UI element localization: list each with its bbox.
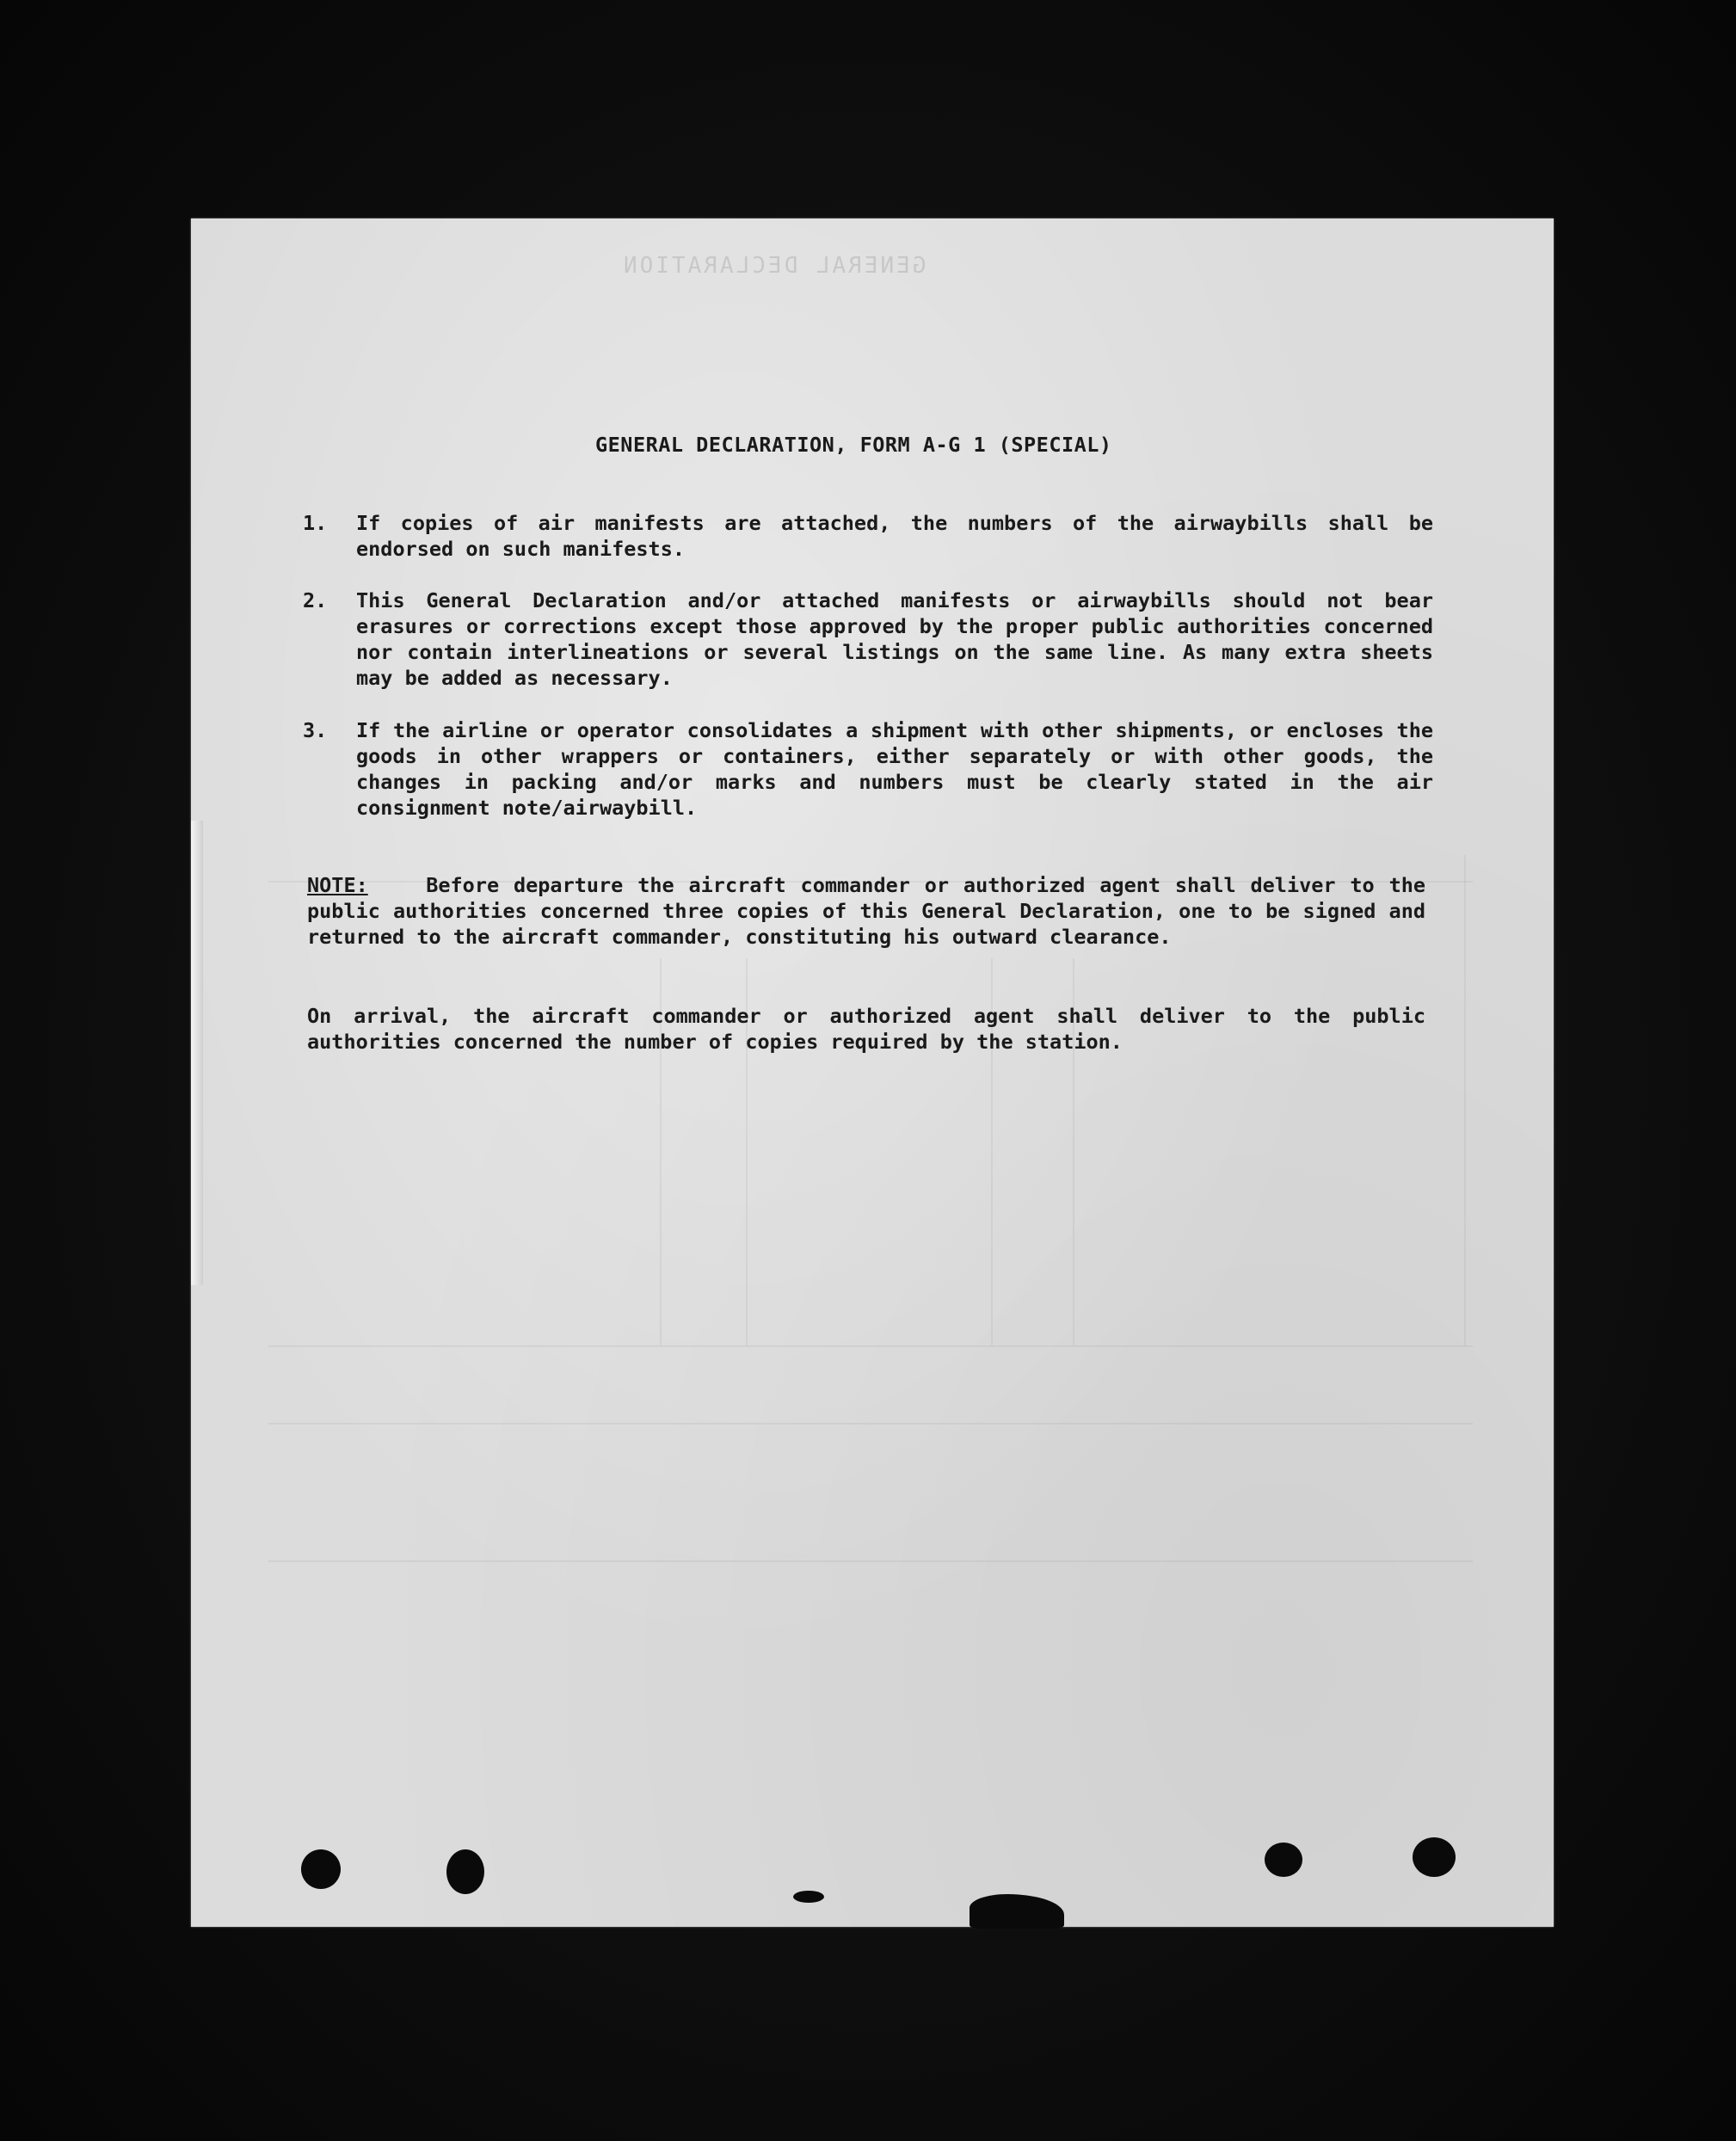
ink-blot bbox=[301, 1849, 341, 1889]
document-title: GENERAL DECLARATION, FORM A-G 1 (SPECIAL) bbox=[595, 433, 1112, 457]
document-page bbox=[191, 218, 1554, 1927]
list-item-text: If copies of air manifests are attached, the numbers of the airwaybills shall be endorsed on such manifests. bbox=[356, 511, 1433, 561]
list-item-text: This General Declaration and/or attached manifests or airwaybills should not bear erasures or corrections except those approved by the proper public authorities concerned nor contain interlineations or several listings on the same line. As many extra sheets may be added as necessary. bbox=[356, 588, 1433, 690]
ink-smudge bbox=[970, 1894, 1064, 1929]
ink-blot bbox=[1265, 1843, 1302, 1877]
arrival-paragraph: On arrival, the aircraft commander or authorized agent shall deliver to the public authorities concerned the number of copies required by the station. bbox=[307, 1004, 1425, 1054]
page-fold-edge bbox=[191, 821, 203, 1285]
bleed-through-text: GENERAL DECLARATION bbox=[621, 253, 926, 279]
ink-blot bbox=[446, 1849, 484, 1894]
bleed-through-rule bbox=[1464, 855, 1466, 1345]
list-item-number: 2. bbox=[303, 588, 328, 612]
note-label: NOTE: bbox=[307, 873, 368, 897]
bleed-through-rule bbox=[268, 1560, 1473, 1562]
ink-blot bbox=[1413, 1837, 1456, 1877]
bleed-through-rule bbox=[268, 1423, 1473, 1424]
bleed-through-rule bbox=[268, 1345, 1473, 1347]
list-item-text: If the airline or operator consolidates a shipment with other shipments, or encloses the goods in other wrappers or containers, either separately or with other goods, the changes in packing and/or marks and numbers must be clearly stated in the air consignment note/airwaybill. bbox=[356, 718, 1433, 820]
note-text: Before departure the aircraft commander or authorized agent shall deliver to the public authorities concerned three copies of this General Declaration, one to be signed and returned to the aircraft commander, constituting his outward clearance. bbox=[307, 873, 1426, 949]
list-item-number: 1. bbox=[303, 511, 328, 535]
note-paragraph bbox=[307, 872, 1425, 950]
ink-smudge bbox=[793, 1891, 824, 1903]
list-item-number: 3. bbox=[303, 718, 328, 742]
